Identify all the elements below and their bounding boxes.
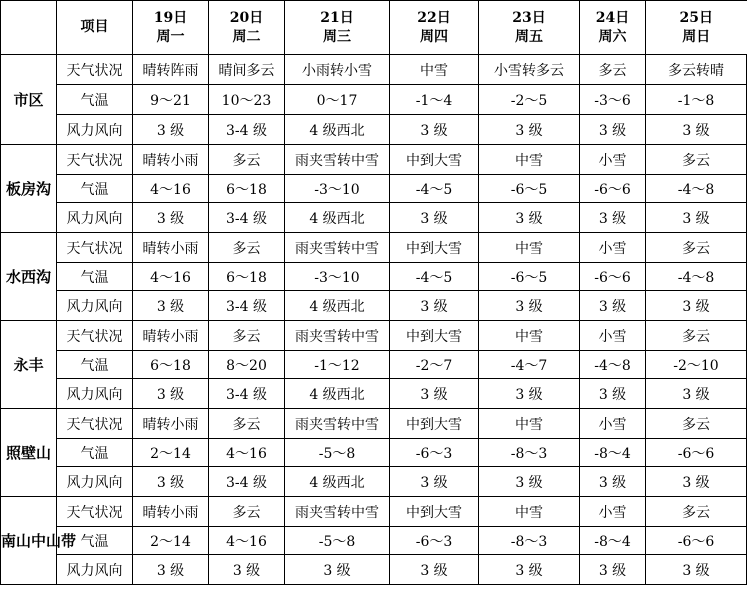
weather-cell: 中雪 <box>479 321 580 351</box>
weather-cell: 雨夹雪转中雪 <box>285 409 390 439</box>
temp-cell: 9～21 <box>133 85 209 115</box>
wind-cell: 3-4 级 <box>209 291 285 321</box>
temp-cell: -2～7 <box>390 351 479 379</box>
day-header-19 <box>133 1 209 55</box>
temp-cell: 6～18 <box>209 263 285 291</box>
region-name: 照壁山 <box>1 409 57 497</box>
wind-cell: 4 级西北 <box>285 115 390 145</box>
row-label: 天气状况 <box>57 497 133 527</box>
temp-cell: -2～10 <box>646 351 747 379</box>
wind-cell: 3-4 级 <box>209 467 285 497</box>
weather-cell: 小雪 <box>580 409 646 439</box>
day-date: 21日 <box>320 9 354 26</box>
item-column-header: 项目 <box>57 1 133 55</box>
temp-cell: -3～6 <box>580 85 646 115</box>
temp-cell: 2～14 <box>133 527 209 555</box>
weather-cell: 小雪 <box>580 145 646 175</box>
row-label: 风力风向 <box>57 467 133 497</box>
temp-cell: -3～10 <box>285 263 390 291</box>
temp-cell: -4～8 <box>646 263 747 291</box>
wind-row <box>1 555 747 585</box>
wind-cell: 3 级 <box>580 115 646 145</box>
temp-cell: -5～8 <box>285 439 390 467</box>
wind-row <box>1 467 747 497</box>
weather-cell: 中雪 <box>390 55 479 85</box>
day-weekday: 周五 <box>515 28 543 45</box>
wind-cell: 3 级 <box>390 291 479 321</box>
weather-cell: 晴转小雨 <box>133 497 209 527</box>
weather-cell: 多云 <box>646 233 747 263</box>
wind-cell: 3 级 <box>390 555 479 585</box>
weather-cell: 晴间多云 <box>209 55 285 85</box>
row-label: 天气状况 <box>57 55 133 85</box>
weather-cell: 中到大雪 <box>390 321 479 351</box>
wind-cell: 3 级 <box>209 555 285 585</box>
temp-cell: -4～8 <box>580 351 646 379</box>
weather-cell: 雨夹雪转中雪 <box>285 497 390 527</box>
temp-cell: -1～4 <box>390 85 479 115</box>
row-label: 气温 <box>57 263 133 291</box>
weather-cell: 小雨转小雪 <box>285 55 390 85</box>
row-label: 风力风向 <box>57 203 133 233</box>
wind-cell: 3 级 <box>133 291 209 321</box>
row-label: 气温 <box>57 527 133 555</box>
region-name: 水西沟 <box>1 233 57 321</box>
wind-cell: 3 级 <box>390 467 479 497</box>
day-weekday: 周日 <box>682 28 711 45</box>
temp-cell: 4～16 <box>133 175 209 203</box>
temp-cell: -6～5 <box>479 175 580 203</box>
wind-cell: 3 级 <box>580 467 646 497</box>
day-weekday: 周一 <box>156 28 185 45</box>
wind-cell: 3 级 <box>646 115 747 145</box>
row-label: 天气状况 <box>57 321 133 351</box>
weather-cell: 小雪 <box>580 497 646 527</box>
weather-cell: 多云 <box>209 497 285 527</box>
weather-cell: 多云 <box>646 409 747 439</box>
day-header-23 <box>479 1 580 55</box>
weather-cell: 多云 <box>646 321 747 351</box>
day-header-21 <box>285 1 390 55</box>
weather-row <box>1 145 747 175</box>
temp-cell: 4～16 <box>209 527 285 555</box>
row-label: 风力风向 <box>57 379 133 409</box>
wind-cell: 3 级 <box>580 379 646 409</box>
wind-row <box>1 379 747 409</box>
temp-cell: -8～4 <box>580 527 646 555</box>
weather-cell: 中雪 <box>479 145 580 175</box>
weather-cell: 中雪 <box>479 409 580 439</box>
day-weekday: 周三 <box>323 28 351 45</box>
row-label: 气温 <box>57 439 133 467</box>
temp-cell: -8～3 <box>479 527 580 555</box>
wind-cell: 3 级 <box>580 203 646 233</box>
weather-cell: 晴转小雨 <box>133 321 209 351</box>
weather-cell: 雨夹雪转中雪 <box>285 145 390 175</box>
weather-cell: 多云 <box>646 497 747 527</box>
temperature-row <box>1 527 747 555</box>
weather-cell: 晴转小雨 <box>133 409 209 439</box>
temp-cell: 6～18 <box>209 175 285 203</box>
weather-cell: 多云 <box>209 321 285 351</box>
temp-cell: -6～6 <box>580 175 646 203</box>
weather-cell: 多云 <box>209 233 285 263</box>
temperature-row <box>1 85 747 115</box>
weather-cell: 多云 <box>646 145 747 175</box>
weather-cell: 小雪 <box>580 233 646 263</box>
temp-cell: 4～16 <box>133 263 209 291</box>
row-label: 天气状况 <box>57 145 133 175</box>
day-date: 22日 <box>417 9 451 26</box>
region-name: 永丰 <box>1 321 57 409</box>
temp-cell: -6～3 <box>390 527 479 555</box>
day-weekday: 周六 <box>598 28 627 45</box>
weather-cell: 中到大雪 <box>390 497 479 527</box>
day-date: 20日 <box>229 9 264 26</box>
wind-cell: 3 级 <box>133 379 209 409</box>
row-label: 风力风向 <box>57 291 133 321</box>
temp-cell: -2～5 <box>479 85 580 115</box>
temp-cell: -5～8 <box>285 527 390 555</box>
weather-cell: 雨夹雪转中雪 <box>285 321 390 351</box>
wind-cell: 3 级 <box>479 203 580 233</box>
weather-cell: 小雪 <box>580 321 646 351</box>
region-name: 南山中山带 <box>1 497 57 585</box>
day-date: 24日 <box>595 9 630 26</box>
weather-row <box>1 321 747 351</box>
wind-cell: 3 级 <box>479 555 580 585</box>
temp-cell: -1～8 <box>646 85 747 115</box>
day-header-24 <box>580 1 646 55</box>
row-label: 天气状况 <box>57 409 133 439</box>
day-header-22 <box>390 1 479 55</box>
temp-cell: -8～3 <box>479 439 580 467</box>
wind-cell: 4 级西北 <box>285 203 390 233</box>
weather-cell: 小雪转多云 <box>479 55 580 85</box>
wind-cell: 3 级 <box>646 291 747 321</box>
temp-cell: -4～5 <box>390 175 479 203</box>
temp-cell: -6～3 <box>390 439 479 467</box>
day-date: 19日 <box>153 9 188 26</box>
weather-row <box>1 409 747 439</box>
weather-cell: 中到大雪 <box>390 233 479 263</box>
weather-cell: 晴转小雨 <box>133 145 209 175</box>
weather-row <box>1 497 747 527</box>
wind-cell: 4 级西北 <box>285 291 390 321</box>
weather-row <box>1 55 747 85</box>
temperature-row <box>1 263 747 291</box>
temp-cell: 10～23 <box>209 85 285 115</box>
wind-cell: 3 级 <box>133 555 209 585</box>
wind-cell: 3 级 <box>133 203 209 233</box>
wind-cell: 3-4 级 <box>209 203 285 233</box>
weather-cell: 晴转小雨 <box>133 233 209 263</box>
day-date: 25日 <box>679 9 713 26</box>
wind-row <box>1 115 747 145</box>
temp-cell: -4～5 <box>390 263 479 291</box>
wind-cell: 3 级 <box>133 467 209 497</box>
wind-cell: 3 级 <box>479 115 580 145</box>
weather-cell: 多云转晴 <box>646 55 747 85</box>
row-label: 气温 <box>57 85 133 115</box>
wind-cell: 3 级 <box>479 467 580 497</box>
corner-cell <box>1 1 57 55</box>
row-label: 天气状况 <box>57 233 133 263</box>
temp-cell: -4～7 <box>479 351 580 379</box>
wind-cell: 3 级 <box>390 379 479 409</box>
wind-cell: 3 级 <box>285 555 390 585</box>
temperature-row <box>1 439 747 467</box>
header-row <box>1 1 747 55</box>
temp-cell: 4～16 <box>209 439 285 467</box>
day-weekday: 周四 <box>420 28 448 45</box>
wind-row <box>1 291 747 321</box>
weather-cell: 中雪 <box>479 233 580 263</box>
region-name: 市区 <box>1 55 57 145</box>
wind-cell: 3 级 <box>133 115 209 145</box>
weather-cell: 多云 <box>209 145 285 175</box>
temperature-row <box>1 351 747 379</box>
temp-cell: 2～14 <box>133 439 209 467</box>
temp-cell: 8～20 <box>209 351 285 379</box>
wind-cell: 3 级 <box>580 555 646 585</box>
wind-cell: 4 级西北 <box>285 379 390 409</box>
day-header-25 <box>646 1 747 55</box>
wind-cell: 3 级 <box>646 379 747 409</box>
wind-cell: 4 级西北 <box>285 467 390 497</box>
temp-cell: -4～8 <box>646 175 747 203</box>
row-label: 风力风向 <box>57 555 133 585</box>
wind-cell: 3 级 <box>479 291 580 321</box>
weather-cell: 雨夹雪转中雪 <box>285 233 390 263</box>
temp-cell: -6～5 <box>479 263 580 291</box>
wind-cell: 3 级 <box>479 379 580 409</box>
temp-cell: -6～6 <box>580 263 646 291</box>
weather-cell: 多云 <box>209 409 285 439</box>
day-weekday: 周二 <box>232 28 261 45</box>
temp-cell: -6～6 <box>646 527 747 555</box>
wind-cell: 3-4 级 <box>209 379 285 409</box>
weather-cell: 多云 <box>580 55 646 85</box>
day-date: 23日 <box>512 9 546 26</box>
wind-cell: 3 级 <box>646 467 747 497</box>
temp-cell: -6～6 <box>646 439 747 467</box>
weather-cell: 中雪 <box>479 497 580 527</box>
weather-cell: 晴转阵雨 <box>133 55 209 85</box>
temp-cell: -1～12 <box>285 351 390 379</box>
wind-row <box>1 203 747 233</box>
temp-cell: -3～10 <box>285 175 390 203</box>
day-header-20 <box>209 1 285 55</box>
temperature-row <box>1 175 747 203</box>
wind-cell: 3 级 <box>390 115 479 145</box>
weather-row <box>1 233 747 263</box>
wind-cell: 3 级 <box>646 203 747 233</box>
region-name: 板房沟 <box>1 145 57 233</box>
row-label: 气温 <box>57 175 133 203</box>
temp-cell: 0～17 <box>285 85 390 115</box>
weather-cell: 中到大雪 <box>390 145 479 175</box>
wind-cell: 3 级 <box>580 291 646 321</box>
wind-cell: 3 级 <box>646 555 747 585</box>
wind-cell: 3 级 <box>390 203 479 233</box>
weather-cell: 中到大雪 <box>390 409 479 439</box>
temp-cell: -8～4 <box>580 439 646 467</box>
temp-cell: 6～18 <box>133 351 209 379</box>
row-label: 气温 <box>57 351 133 379</box>
row-label: 风力风向 <box>57 115 133 145</box>
wind-cell: 3-4 级 <box>209 115 285 145</box>
